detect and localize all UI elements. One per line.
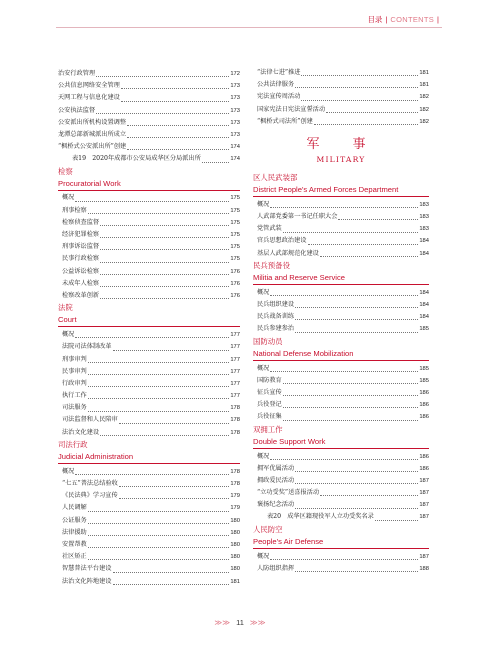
section-title-cn: 国防动员 <box>253 336 283 346</box>
toc-entry[interactable] <box>58 229 240 241</box>
toc-entry-title: 民兵战备训练 <box>257 313 295 321</box>
toc-entry-title: “枫桥式司法所”创建 <box>257 117 313 125</box>
toc-leader-dots <box>295 319 418 320</box>
toc-entry[interactable] <box>58 466 240 478</box>
toc-entry-page: 186 <box>419 414 429 421</box>
toc-entry-page: 177 <box>230 393 240 400</box>
toc-entry-page: 184 <box>419 238 429 245</box>
toc-entry-page: 186 <box>419 453 429 460</box>
toc-entry-page: 183 <box>419 214 429 221</box>
toc-leader-dots <box>113 572 230 573</box>
toc-entry-title: 国家宪法日宪法宣誓活动 <box>257 105 326 113</box>
toc-entry-title: 经济犯罪检察 <box>62 231 100 239</box>
toc-entry-title: 官兵思想政治建设 <box>257 237 307 245</box>
toc-leader-dots <box>127 149 229 150</box>
toc-entry-page: 177 <box>230 368 240 375</box>
toc-leader-dots <box>320 256 418 257</box>
toc-leader-dots <box>121 101 229 102</box>
toc-entry-title: 治安行政管理 <box>58 69 96 77</box>
toc-leader-dots <box>314 124 419 125</box>
toc-entry-title: 法院司法体制改革 <box>62 343 112 351</box>
toc-entry[interactable] <box>58 490 240 502</box>
toc-entry-title: 人民调解 <box>62 504 87 512</box>
toc-entry[interactable] <box>58 390 240 402</box>
toc-entry[interactable] <box>253 512 429 524</box>
toc-entry-page: 182 <box>419 106 429 113</box>
toc-entry-page: 177 <box>230 356 240 363</box>
section-title-en: People's Air Defense <box>253 536 429 549</box>
toc-entry-page: 173 <box>230 95 240 102</box>
toc-leader-dots <box>88 374 230 375</box>
toc-leader-dots <box>75 474 229 475</box>
toc-entry-title: 行政审判 <box>62 379 87 387</box>
toc-entry-page: 181 <box>230 578 240 585</box>
toc-entry-page: 178 <box>230 417 240 424</box>
toc-entry-page: 180 <box>230 541 240 548</box>
toc-entry-title: 概况 <box>257 288 270 296</box>
toc-entry-title: 拥政爱民活动 <box>257 476 295 484</box>
toc-leader-dots <box>375 520 418 521</box>
toc-entry-title: 公安执法监督 <box>58 106 96 114</box>
toc-entry-title: 民事行政检察 <box>62 255 100 263</box>
toc-entry-title: 刑事检察 <box>62 206 87 214</box>
toc-leader-dots <box>75 201 229 202</box>
toc-leader-dots <box>295 483 418 484</box>
section-title-en: Court <box>58 314 240 327</box>
toc-entry-title: 兵役登记 <box>257 401 282 409</box>
toc-entry[interactable] <box>58 551 240 563</box>
toc-leader-dots <box>283 383 419 384</box>
toc-leader-dots <box>88 362 230 363</box>
toc-entry-page: 174 <box>230 144 240 151</box>
toc-leader-dots <box>295 87 418 88</box>
toc-entry-page: 186 <box>419 465 429 472</box>
toc-entry-title: 人武部党委第一书记任职大会 <box>257 213 338 221</box>
toc-entry[interactable] <box>253 411 429 423</box>
toc-entry[interactable] <box>58 266 240 278</box>
section-title-en: Militia and Reserve Service <box>253 272 429 285</box>
toc-leader-dots <box>96 76 229 77</box>
toc-entry-title: 民事审判 <box>62 367 87 375</box>
toc-leader-dots <box>100 274 229 275</box>
section-title-en: Double Support Work <box>253 436 429 449</box>
toc-entry-page: 185 <box>419 326 429 333</box>
toc-entry-page: 175 <box>230 244 240 251</box>
toc-entry-page: 173 <box>230 83 240 90</box>
toc-entry[interactable] <box>58 502 240 514</box>
toc-entry-page: 176 <box>230 280 240 287</box>
toc-leader-dots <box>270 295 418 296</box>
toc-entry[interactable] <box>58 290 240 302</box>
toc-entry-title: 安置帮教 <box>62 540 87 548</box>
toc-leader-dots <box>113 350 230 351</box>
toc-entry[interactable] <box>58 354 240 366</box>
toc-entry[interactable] <box>58 366 240 378</box>
toc-entry[interactable] <box>253 475 429 487</box>
toc-leader-dots <box>100 237 229 238</box>
section-title-en: Judicial Administration <box>58 451 240 464</box>
toc-entry-page: 187 <box>419 490 429 497</box>
toc-entry-page: 173 <box>230 107 240 114</box>
toc-leader-dots <box>100 286 229 287</box>
toc-leader-dots <box>100 298 229 299</box>
toc-entry-page: 178 <box>230 429 240 436</box>
toc-entry-title: 征兵宣传 <box>257 388 282 396</box>
toc-entry-page: 175 <box>230 232 240 239</box>
chapter-title-en: MILITARY <box>316 154 366 164</box>
toc-leader-dots <box>88 398 230 399</box>
toc-entry[interactable] <box>58 117 240 129</box>
toc-entry-title: 刑事审判 <box>62 355 87 363</box>
toc-entry[interactable] <box>253 299 429 311</box>
toc-entry-page: 180 <box>230 529 240 536</box>
toc-leader-dots <box>88 411 230 412</box>
chapter-title-cn: 军 事 <box>306 136 376 152</box>
toc-entry-title: 基层人武部规范化建设 <box>257 249 319 257</box>
section-title-en: District People's Armed Forces Department <box>253 184 429 197</box>
toc-entry[interactable] <box>253 248 429 260</box>
toc-leader-dots <box>88 386 230 387</box>
toc-entry[interactable] <box>58 153 240 165</box>
toc-entry-page: 175 <box>230 207 240 214</box>
toc-entry-title: 检察改革创新 <box>62 291 100 299</box>
toc-entry[interactable] <box>253 287 429 299</box>
toc-entry-page: 186 <box>419 402 429 409</box>
toc-leader-dots <box>270 207 418 208</box>
toc-entry-page: 185 <box>419 365 429 372</box>
toc-leader-dots <box>295 307 418 308</box>
toc-entry-page: 179 <box>230 505 240 512</box>
toc-entry-page: 173 <box>230 131 240 138</box>
toc-entry-page: 172 <box>230 70 240 77</box>
running-header <box>367 14 442 25</box>
toc-leader-dots <box>100 225 229 226</box>
toc-entry[interactable] <box>58 193 240 205</box>
toc-entry-title: 法律援助 <box>62 528 87 536</box>
section-title-cn: 法院 <box>58 303 73 313</box>
toc-left-column <box>58 68 240 588</box>
toc-entry[interactable] <box>58 515 240 527</box>
toc-entry[interactable] <box>253 211 429 223</box>
section-title-cn: 民兵预备役 <box>253 260 290 270</box>
toc-entry[interactable] <box>253 463 429 475</box>
toc-entry-title: 公共信息网络安全管理 <box>58 82 120 90</box>
toc-leader-dots <box>100 435 229 436</box>
toc-entry-title: 天网工程与信息化建设 <box>58 94 120 102</box>
toc-entry[interactable] <box>253 551 429 563</box>
toc-entry[interactable] <box>253 387 429 399</box>
section-title-cn: 检察 <box>58 166 73 176</box>
toc-entry-page: 187 <box>419 514 429 521</box>
toc-entry-page: 175 <box>230 256 240 263</box>
toc-leader-dots <box>88 535 230 536</box>
toc-leader-dots <box>100 262 229 263</box>
toc-entry-page: 184 <box>419 302 429 309</box>
toc-leader-dots <box>338 219 418 220</box>
header-rule <box>56 27 442 28</box>
toc-entry-title: 《民法典》学习宣传 <box>62 492 118 500</box>
footer-deco-right: ≫≫ <box>249 618 266 627</box>
toc-entry-page: 175 <box>230 219 240 226</box>
page-number: 11 <box>236 618 244 627</box>
toc-leader-dots <box>127 125 229 126</box>
toc-entry[interactable] <box>58 478 240 490</box>
toc-leader-dots <box>127 137 229 138</box>
toc-entry[interactable] <box>58 378 240 390</box>
toc-entry[interactable] <box>253 79 429 91</box>
toc-entry-page: 182 <box>419 118 429 125</box>
toc-entry[interactable] <box>58 427 240 439</box>
toc-entry-title: 概况 <box>62 467 75 475</box>
toc-leader-dots <box>88 547 230 548</box>
toc-entry-page: 178 <box>230 405 240 412</box>
toc-entry-title: 法治文化建设 <box>62 428 100 436</box>
page-footer <box>0 618 480 627</box>
toc-entry-page: 176 <box>230 292 240 299</box>
toc-entry-title: 表19 2020年成都市公安局成华区分局派出所 <box>72 155 201 163</box>
toc-leader-dots <box>301 75 418 76</box>
toc-entry-page: 186 <box>419 389 429 396</box>
toc-leader-dots <box>202 162 230 163</box>
toc-entry-page: 183 <box>419 201 429 208</box>
toc-entry-page: 177 <box>230 344 240 351</box>
toc-entry-page: 184 <box>419 250 429 257</box>
toc-entry[interactable] <box>58 278 240 290</box>
toc-entry[interactable] <box>253 116 429 128</box>
toc-entry[interactable] <box>58 341 240 353</box>
toc-leader-dots <box>119 498 230 499</box>
toc-entry-title: “法律七进”推进 <box>257 68 301 76</box>
toc-entry[interactable] <box>58 217 240 229</box>
toc-leader-dots <box>96 113 229 114</box>
toc-entry-title: 公共法律服务 <box>257 81 295 89</box>
toc-leader-dots <box>88 559 230 560</box>
toc-entry-title: 兵役征集 <box>257 413 282 421</box>
toc-entry[interactable] <box>58 105 240 117</box>
toc-entry[interactable] <box>58 92 240 104</box>
toc-entry[interactable] <box>253 323 429 335</box>
toc-leader-dots <box>301 100 418 101</box>
toc-entry-title: 人防组织指挥 <box>257 564 295 572</box>
toc-entry[interactable] <box>58 402 240 414</box>
toc-entry[interactable] <box>253 91 429 103</box>
toc-leader-dots <box>295 471 418 472</box>
toc-entry-title: 公益诉讼检察 <box>62 267 100 275</box>
toc-entry-title: 司法监督和人民陪审 <box>62 416 118 424</box>
toc-leader-dots <box>121 88 229 89</box>
toc-entry-page: 187 <box>419 553 429 560</box>
header-end-bar: | <box>437 15 439 24</box>
section-title-cn: 司法行政 <box>58 439 88 449</box>
toc-entry-title: 智慧普法平台建设 <box>62 565 112 573</box>
toc-leader-dots <box>283 395 419 396</box>
toc-leader-dots <box>295 332 418 333</box>
toc-entry-title: 概况 <box>62 331 75 339</box>
header-contents-en: CONTENTS <box>390 15 435 24</box>
toc-leader-dots <box>113 584 230 585</box>
footer-deco-left: ≫≫ <box>214 618 231 627</box>
toc-entry-title: 龙潭总部新城派出所成立 <box>58 130 127 138</box>
toc-entry-page: 183 <box>419 226 429 233</box>
toc-entry-title: 未成年人检察 <box>62 279 100 287</box>
toc-entry-page: 187 <box>419 502 429 509</box>
toc-entry-page: 177 <box>230 332 240 339</box>
toc-entry-title: 民兵组织建设 <box>257 301 295 309</box>
header-separator: | <box>385 15 388 24</box>
toc-entry[interactable] <box>253 563 429 575</box>
toc-entry[interactable] <box>58 205 240 217</box>
toc-entry-page: 180 <box>230 517 240 524</box>
toc-leader-dots <box>326 112 418 113</box>
toc-entry[interactable] <box>253 104 429 116</box>
toc-entry-page: 175 <box>230 195 240 202</box>
toc-leader-dots <box>295 571 418 572</box>
toc-entry[interactable] <box>58 527 240 539</box>
toc-entry-page: 181 <box>419 69 429 76</box>
toc-entry-title: “枫桥式公安派出所”创建 <box>58 143 127 151</box>
toc-entry[interactable] <box>58 129 240 141</box>
toc-leader-dots <box>295 508 418 509</box>
toc-entry[interactable] <box>58 415 240 427</box>
toc-entry-page: 188 <box>419 565 429 572</box>
section-title-en: Procuratorial Work <box>58 178 240 191</box>
toc-entry-page: 178 <box>230 468 240 475</box>
toc-entry-title: 检察侦查监督 <box>62 218 100 226</box>
toc-entry-title: 宪法宣传周活动 <box>257 93 301 101</box>
toc-right-column <box>253 67 429 575</box>
toc-entry[interactable] <box>253 67 429 79</box>
toc-entry[interactable] <box>253 399 429 411</box>
toc-entry-title: “七五”普法总结验收 <box>62 480 118 488</box>
toc-entry[interactable] <box>253 499 429 511</box>
toc-entry-title: 执行工作 <box>62 392 87 400</box>
toc-entry-title: 党管武装 <box>257 225 282 233</box>
toc-entry[interactable] <box>58 329 240 341</box>
toc-entry[interactable] <box>253 199 429 211</box>
toc-entry[interactable] <box>58 241 240 253</box>
toc-entry-title: 概况 <box>257 200 270 208</box>
toc-leader-dots <box>270 459 418 460</box>
toc-entry[interactable] <box>58 253 240 265</box>
toc-entry-page: 184 <box>419 289 429 296</box>
toc-entry-page: 173 <box>230 119 240 126</box>
toc-leader-dots <box>308 244 419 245</box>
toc-leader-dots <box>88 523 230 524</box>
toc-entry-page: 184 <box>419 314 429 321</box>
toc-entry-title: 公安派出所机构设置调整 <box>58 118 127 126</box>
toc-entry-title: 褒扬纪念活动 <box>257 501 295 509</box>
toc-entry-title: 民兵参建参治 <box>257 325 295 333</box>
header-contents-cn: 目录 <box>367 15 383 24</box>
toc-entry[interactable] <box>58 563 240 575</box>
toc-leader-dots <box>270 371 418 372</box>
toc-entry-page: 177 <box>230 380 240 387</box>
toc-entry-title: 司法服务 <box>62 404 87 412</box>
toc-entry[interactable] <box>253 487 429 499</box>
toc-entry-page: 178 <box>230 481 240 488</box>
toc-entry-title: 国防教育 <box>257 376 282 384</box>
toc-entry-page: 176 <box>230 268 240 275</box>
toc-entry-page: 180 <box>230 554 240 561</box>
toc-entry[interactable] <box>58 576 240 588</box>
toc-entry-page: 180 <box>230 566 240 573</box>
toc-entry-title: 社区矫正 <box>62 553 87 561</box>
section-title-cn: 双拥工作 <box>253 424 283 434</box>
toc-entry-page: 185 <box>419 377 429 384</box>
toc-entry[interactable] <box>58 68 240 80</box>
toc-leader-dots <box>75 337 229 338</box>
toc-entry-title: 概况 <box>257 552 270 560</box>
toc-entry[interactable] <box>253 375 429 387</box>
toc-leader-dots <box>320 495 418 496</box>
toc-entry[interactable] <box>253 363 429 375</box>
toc-entry[interactable] <box>58 539 240 551</box>
toc-entry[interactable] <box>58 80 240 92</box>
toc-entry-title: 法治文化阵地建设 <box>62 577 112 585</box>
toc-entry[interactable] <box>253 236 429 248</box>
toc-leader-dots <box>88 511 230 512</box>
section-title-en: National Defense Mobilization <box>253 348 429 361</box>
toc-entry-title: 拥军优属活动 <box>257 464 295 472</box>
toc-entry-title: 公证服务 <box>62 516 87 524</box>
toc-entry-page: 181 <box>419 82 429 89</box>
toc-entry-title: 刑事诉讼监督 <box>62 243 100 251</box>
toc-leader-dots <box>270 559 418 560</box>
toc-entry[interactable] <box>58 141 240 153</box>
toc-leader-dots <box>88 213 230 214</box>
toc-leader-dots <box>119 423 230 424</box>
toc-entry-title: “立功受奖”送喜报活动 <box>257 489 320 497</box>
toc-leader-dots <box>283 420 419 421</box>
toc-entry[interactable] <box>253 451 429 463</box>
section-title-cn: 人民防空 <box>253 524 283 534</box>
toc-entry-title: 概况 <box>62 194 75 202</box>
toc-entry[interactable] <box>253 223 429 235</box>
toc-entry-title: 概况 <box>257 364 270 372</box>
toc-leader-dots <box>283 407 419 408</box>
toc-entry-page: 174 <box>230 156 240 163</box>
toc-entry-title: 表20 成华区籍现役军人立功受奖名录 <box>267 513 374 521</box>
toc-entry-page: 187 <box>419 477 429 484</box>
toc-entry-page: 179 <box>230 493 240 500</box>
toc-entry[interactable] <box>253 311 429 323</box>
toc-leader-dots <box>100 249 229 250</box>
toc-leader-dots <box>119 486 230 487</box>
section-title-cn: 区人民武装部 <box>253 172 298 182</box>
toc-entry-page: 182 <box>419 94 429 101</box>
toc-entry-title: 概况 <box>257 452 270 460</box>
toc-leader-dots <box>283 232 419 233</box>
